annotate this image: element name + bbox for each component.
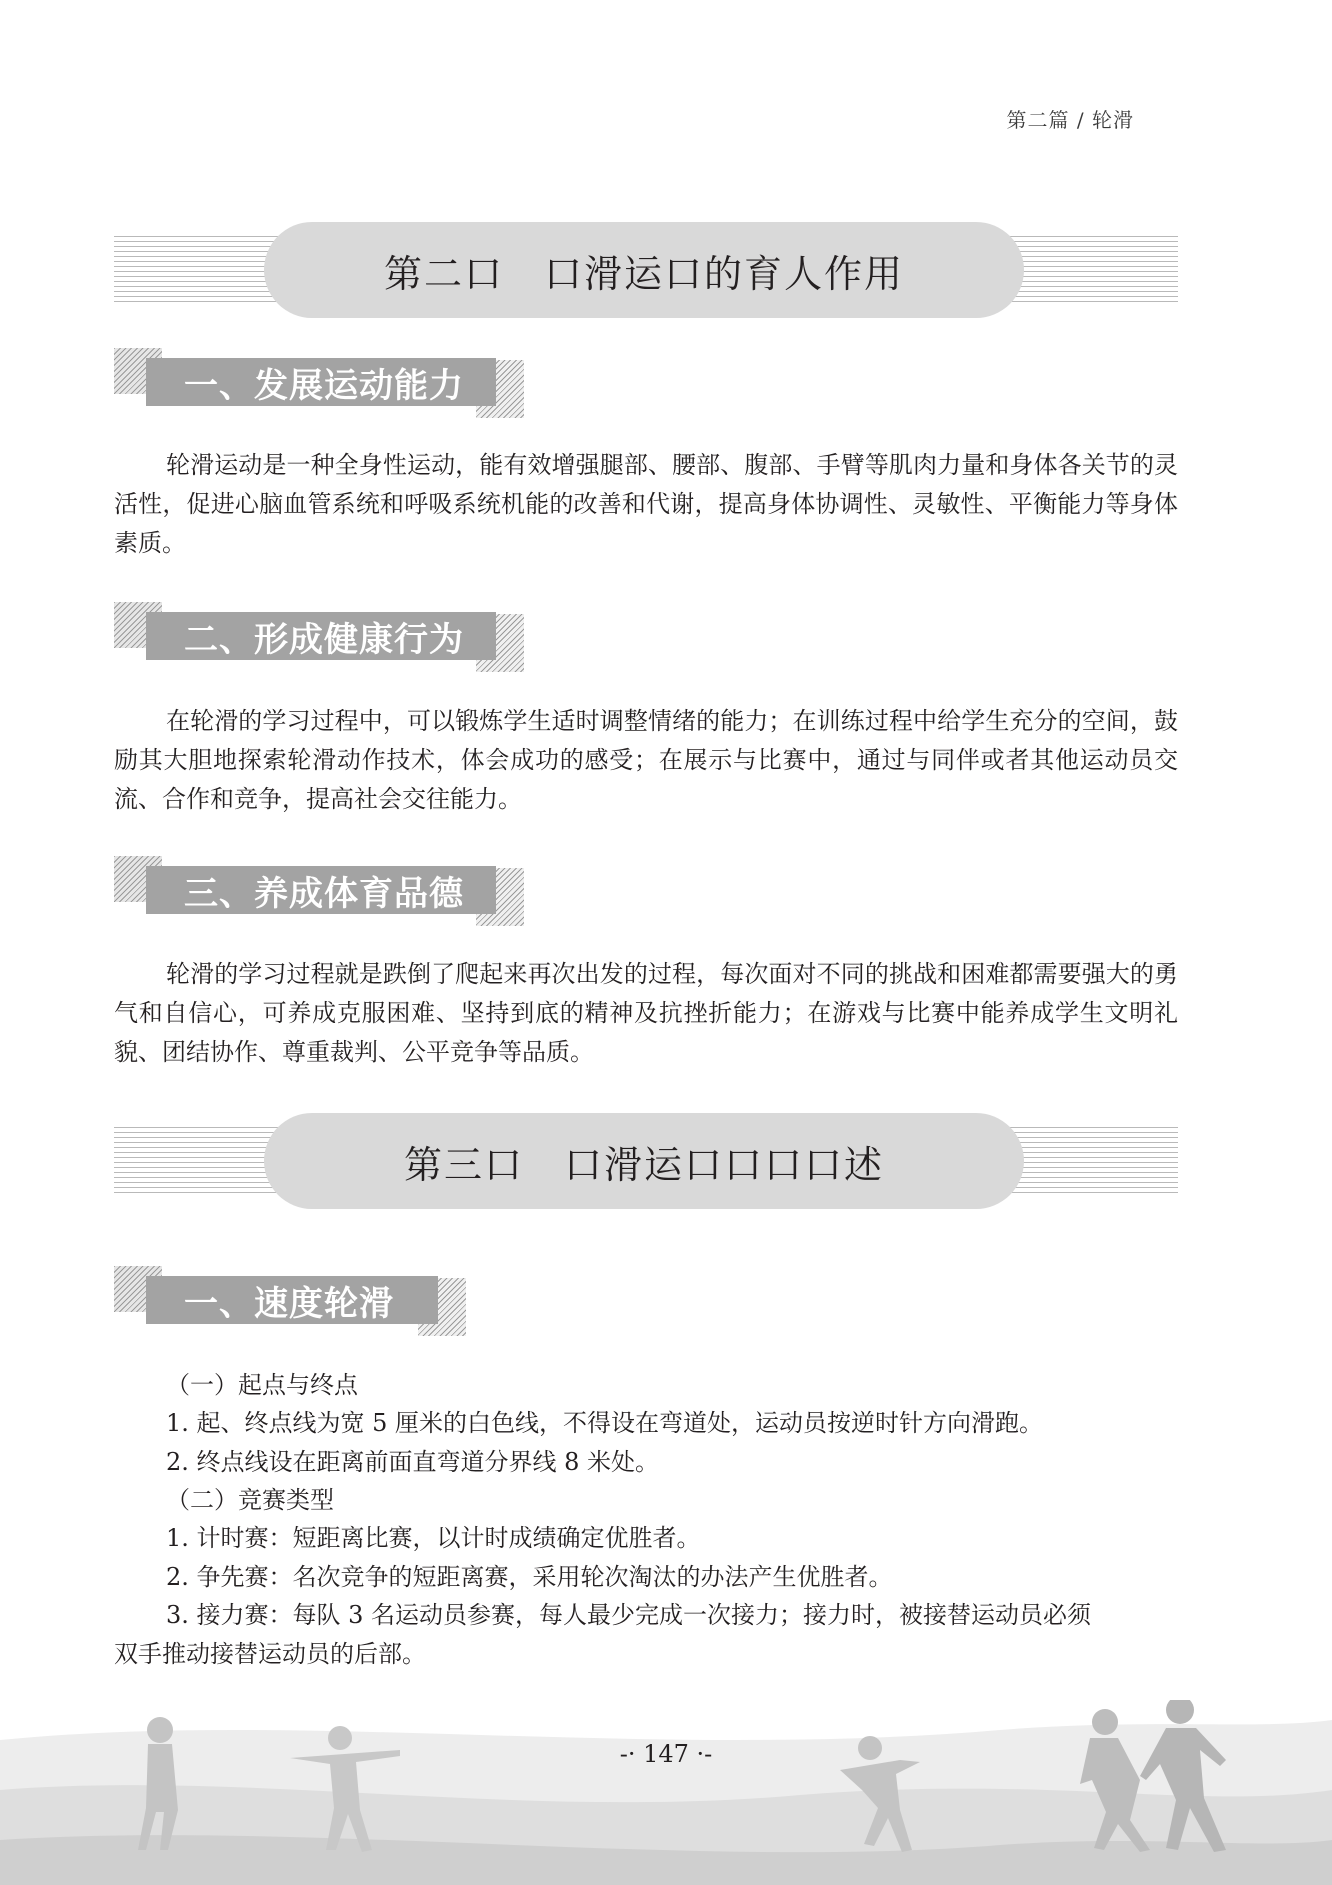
section-heading xyxy=(114,348,524,418)
chapter-title-pill xyxy=(264,222,1024,318)
subheading: （一）起点与终点 xyxy=(166,1371,358,1399)
section-heading-text: 三、养成体育品德 xyxy=(184,873,464,914)
subheading: （二）竞赛类型 xyxy=(166,1486,334,1514)
list-item: 2. 争先赛：名次竞争的短距离赛，采用轮次淘汰的办法产生优胜者。 xyxy=(166,1563,893,1591)
section-heading-bar xyxy=(146,358,496,406)
chapter-title: 第二口 口滑运口的育人作用 xyxy=(383,251,904,296)
body-paragraph: 轮滑运动是一种全身性运动，能有效增强腿部、腰部、腹部、手臂等肌肉力量和身体各关节的灵活性，促进心脑血管系统和呼吸系统机能的改善和代谢，提高身体协调性、灵敏性、平衡能力等身体素质。 xyxy=(114,451,1178,557)
footer-skater-illustration xyxy=(0,1700,1332,1885)
running-head: 第二篇 / 轮滑 xyxy=(1006,108,1134,132)
list-item: 1. 计时赛：短距离比赛，以计时成绩确定优胜者。 xyxy=(166,1524,701,1552)
section-heading-text: 一、发展运动能力 xyxy=(184,365,464,406)
section-heading xyxy=(114,856,524,926)
chapter-title-pill xyxy=(264,1113,1024,1209)
page-number: -· 147 ·- xyxy=(619,1740,713,1768)
body-paragraph: 轮滑的学习过程就是跌倒了爬起来再次出发的过程，每次面对不同的挑战和困难都需要强大的勇气和自信心，可养成克服困难、坚持到底的精神及抗挫折能力；在游戏与比赛中能养成学生文明礼貌、团结协作、尊重裁判、公平竞争等品质。 xyxy=(114,960,1178,1066)
section-heading-bar xyxy=(146,612,496,660)
chapter-banner xyxy=(114,222,1178,318)
list-item: 2. 终点线设在距离前面直弯道分界线 8 米处。 xyxy=(166,1448,660,1476)
list-item: 1. 起、终点线为宽 5 厘米的白色线，不得设在弯道处，运动员按逆时针方向滑跑。 xyxy=(166,1409,1044,1437)
section-heading xyxy=(114,1266,466,1336)
section-heading-bar xyxy=(146,1276,438,1324)
section-heading xyxy=(114,602,524,672)
section-heading-bar xyxy=(146,866,496,914)
chapter-title: 第三口 口滑运口口口口述 xyxy=(403,1142,884,1187)
section-heading-text: 二、形成健康行为 xyxy=(184,619,464,660)
chapter-banner xyxy=(114,1113,1178,1209)
list-item-continuation: 双手推动接替运动员的后部。 xyxy=(114,1640,426,1668)
list-item: 3. 接力赛：每队 3 名运动员参赛，每人最少完成一次接力；接力时，被接替运动员必须 xyxy=(166,1601,1092,1629)
section-heading-text: 一、速度轮滑 xyxy=(184,1283,394,1324)
body-paragraph: 在轮滑的学习过程中，可以锻炼学生适时调整情绪的能力；在训练过程中给学生充分的空间，鼓励其大胆地探索轮滑动作技术，体会成功的感受；在展示与比赛中，通过与同伴或者其他运动员交流、合作和竞争，提高社会交往能力。 xyxy=(114,707,1178,813)
